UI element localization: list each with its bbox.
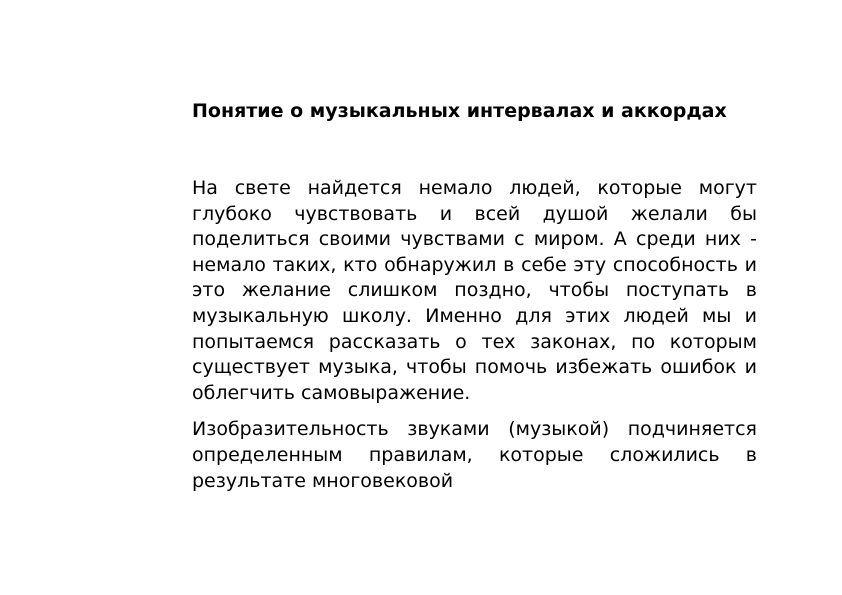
document-body xyxy=(192,98,757,494)
paragraph-intro: На свете найдется немало людей, которые могут глубоко чувствовать и всей душой желали бы поделиться своими чувствами с миром. А среди них - немало таких, кто обнаружил в себе эту способность и это желание слишком поздно, чтобы поступать в музыкальную школу. Именно для этих людей мы и попытаемся рассказать о тех законах, по которым существует музыка, чтобы помочь избежать ошибок и облегчить самовыражение. xyxy=(192,177,757,404)
paragraph-rules: Изобразительность звуками (музыкой) подчиняется определенным правилам, которые сложились в результате многовековой xyxy=(192,418,757,492)
document-title: Понятие о музыкальных интервалах и аккордах xyxy=(192,100,727,122)
